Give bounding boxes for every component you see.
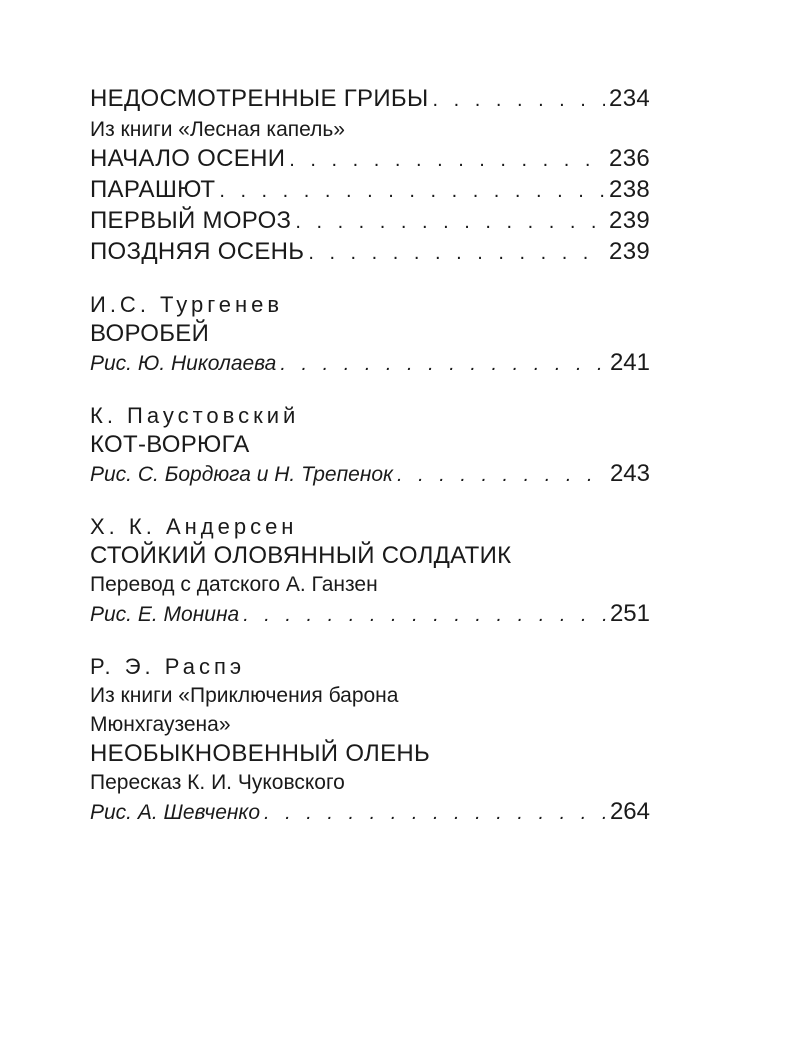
author-name: И.С. Тургенев [90, 292, 284, 317]
page-number: 238 [609, 176, 650, 203]
entry-title: ПЕРВЫЙ МОРОЗ [90, 207, 292, 234]
dot-leader [397, 461, 606, 490]
translation-note: Перевод с датского А. Ганзен [90, 573, 378, 596]
entry-title: ПОЗДНЯЯ ОСЕНЬ [90, 238, 305, 265]
page-number: 264 [609, 798, 650, 825]
page-number: 251 [609, 600, 650, 627]
page-number: 239 [609, 207, 650, 234]
toc-entry [90, 599, 650, 630]
entry-title: НЕДОСМОТРЕННЫЕ ГРИБЫ [90, 85, 429, 112]
illustrator: Рис. А. Шевченко [90, 801, 261, 824]
toc-entry [90, 797, 650, 828]
author-name: К. Паустовский [90, 403, 300, 428]
page-number: 239 [609, 238, 650, 265]
table-of-contents [90, 84, 650, 828]
entry-title: ПАРАШЮТ [90, 176, 216, 203]
page-number: 241 [609, 349, 650, 376]
toc-entry [90, 348, 650, 379]
page-number: 243 [609, 460, 650, 487]
illustrator: Рис. Ю. Николаева [90, 352, 277, 375]
work-title: ВОРОБЕЙ [90, 320, 210, 347]
page-number: 234 [609, 85, 650, 112]
toc-entry [90, 84, 650, 115]
dot-leader [280, 350, 606, 379]
source-note: Из книги «Лесная капель» [90, 118, 345, 141]
retelling-note: Пересказ К. И. Чуковского [90, 771, 345, 794]
entry-title: НАЧАЛО ОСЕНИ [90, 145, 286, 172]
toc-entry [90, 206, 650, 237]
dot-leader [243, 601, 606, 630]
source-note: Мюнхгаузена» [90, 713, 231, 736]
page-number: 236 [609, 145, 650, 172]
work-title: СТОЙКИЙ ОЛОВЯННЫЙ СОЛДАТИК [90, 542, 512, 569]
dot-leader [219, 177, 605, 206]
dot-leader [295, 208, 605, 237]
dot-leader [264, 799, 606, 828]
author-name: Х. К. Андерсен [90, 514, 298, 539]
dot-leader [289, 146, 605, 175]
toc-entry [90, 144, 650, 175]
illustrator: Рис. С. Бордюга и Н. Трепенок [90, 463, 393, 486]
toc-entry [90, 175, 650, 206]
work-title: НЕОБЫКНОВЕННЫЙ ОЛЕНЬ [90, 740, 431, 767]
author-name: Р. Э. Распэ [90, 654, 246, 679]
toc-entry [90, 237, 650, 268]
source-note: Из книги «Приключения барона [90, 684, 399, 707]
toc-entry [90, 459, 650, 490]
dot-leader [308, 239, 605, 268]
work-title: КОТ-ВОРЮГА [90, 431, 250, 458]
dot-leader [433, 86, 606, 115]
illustrator: Рис. Е. Монина [90, 603, 240, 626]
